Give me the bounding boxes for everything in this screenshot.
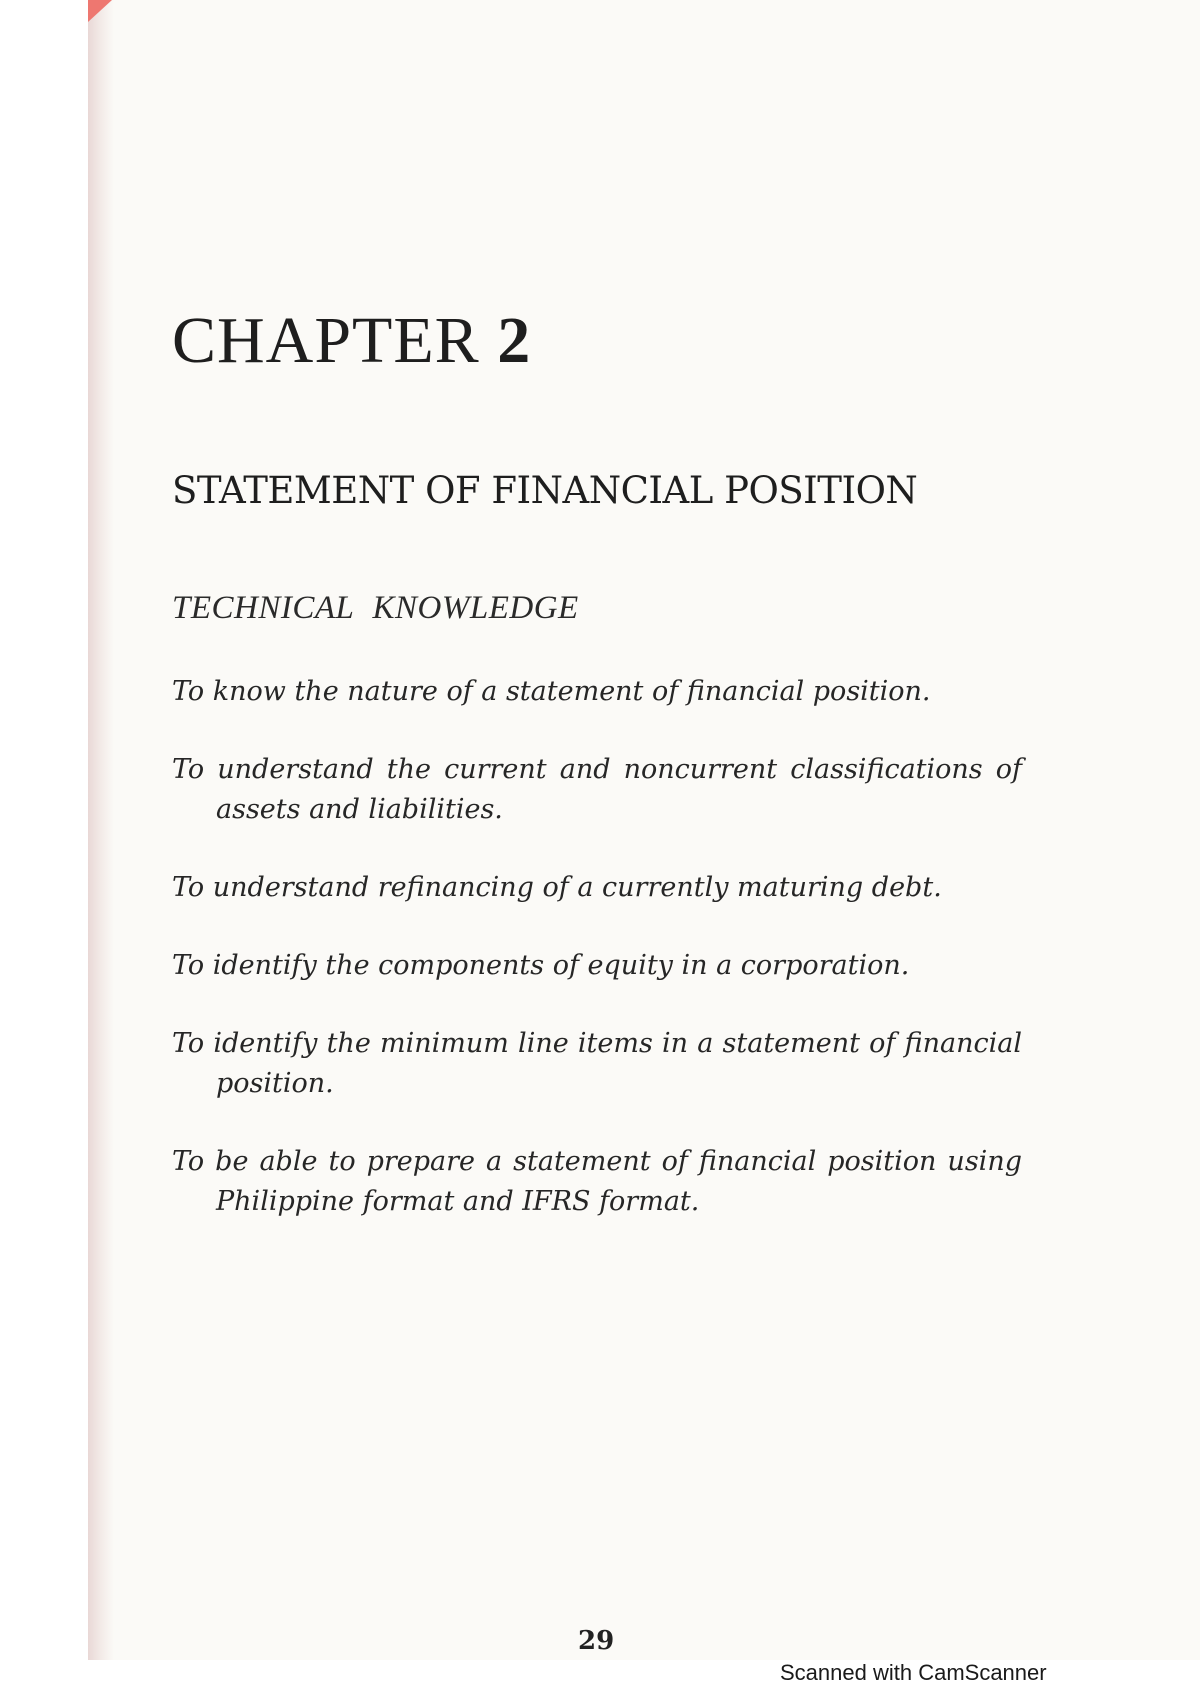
objective-item: To identify the components of equity in a corporation. <box>172 950 910 981</box>
objective-item: To know the nature of a statement of financial position. <box>172 676 931 707</box>
page-spine-shadow <box>88 0 114 1660</box>
objective-item: To understand refinancing of a currently maturing debt. <box>172 872 942 903</box>
section-title: STATEMENT OF FINANCIAL POSITION <box>172 469 918 512</box>
chapter-heading <box>172 304 532 377</box>
page-number: 29 <box>578 1626 615 1656</box>
objective-item: To be able to prepare a statement of financial position using Philippine format and IFRS format. <box>172 1146 1022 1217</box>
scanner-watermark: Scanned with CamScanner <box>780 1660 1047 1685</box>
objective-item: To understand the current and noncurrent classifications of assets and liabilities. <box>172 754 1022 825</box>
objective-item: To identify the minimum line items in a statement of financial position. <box>172 1028 1022 1099</box>
chapter-label: CHAPTER <box>172 304 480 377</box>
chapter-number: 2 <box>497 304 532 377</box>
objectives-list <box>172 672 1022 1260</box>
subsection-title: TECHNICAL KNOWLEDGE <box>172 590 579 626</box>
